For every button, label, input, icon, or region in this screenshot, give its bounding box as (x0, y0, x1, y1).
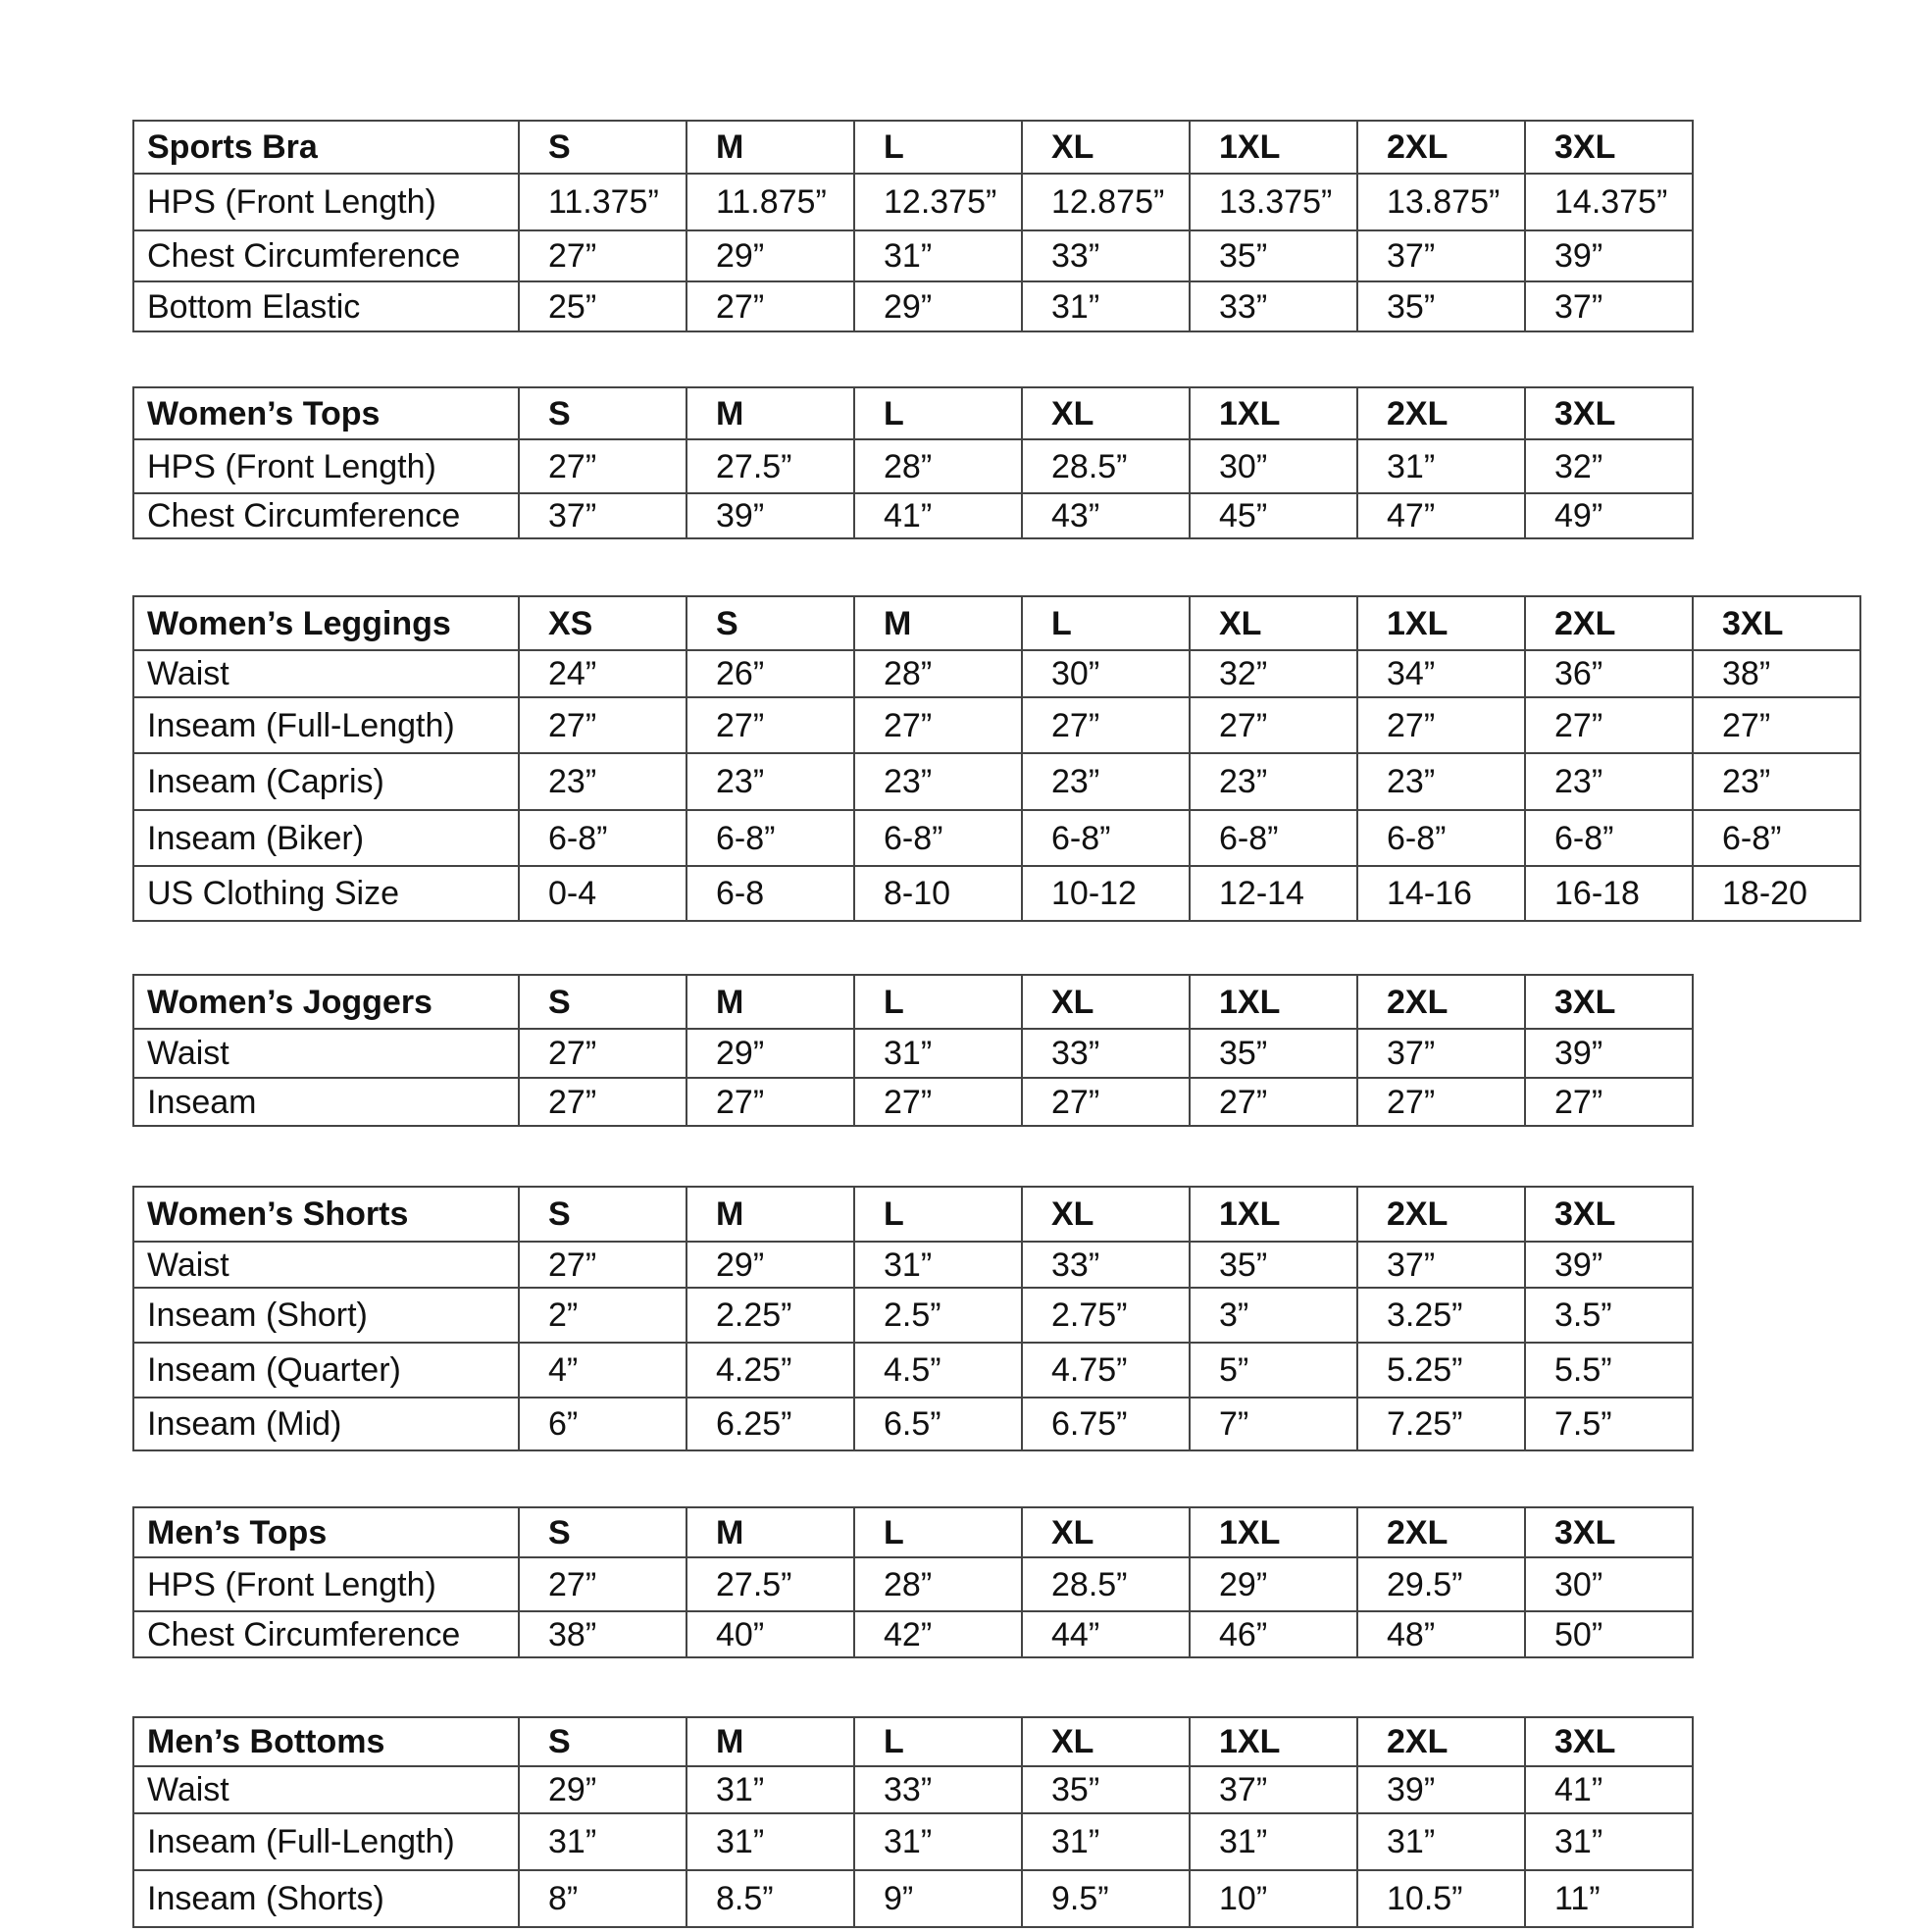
size-header: M (686, 1187, 854, 1242)
table-cell: 2.75” (1022, 1288, 1190, 1343)
table-cell: 6-8” (1693, 810, 1860, 866)
table-cell: 11.375” (519, 174, 686, 230)
table-cell: 11.875” (686, 174, 854, 230)
table-cell: 6.75” (1022, 1398, 1190, 1450)
row-label: Bottom Elastic (133, 281, 519, 331)
table-cell: 39” (1357, 1766, 1525, 1813)
size-header: M (686, 975, 854, 1029)
table-cell: 6-8” (686, 810, 854, 866)
table-cell: 45” (1190, 493, 1357, 538)
table-cell: 11” (1525, 1870, 1693, 1927)
table-cell: 27” (519, 1029, 686, 1078)
row-label: HPS (Front Length) (133, 1557, 519, 1611)
table-cell: 27” (519, 230, 686, 281)
table-cell: 2.25” (686, 1288, 854, 1343)
table-cell: 5.5” (1525, 1343, 1693, 1398)
table-cell: 24” (519, 650, 686, 697)
table-cell: 2.5” (854, 1288, 1022, 1343)
table-cell: 27” (1190, 1078, 1357, 1126)
table-cell: 29” (686, 1029, 854, 1078)
table-cell: 23” (1022, 753, 1190, 810)
table-cell: 29” (686, 230, 854, 281)
table-row (133, 230, 1693, 281)
womens-leggings-table (132, 595, 1861, 922)
table-cell: 33” (1022, 1242, 1190, 1288)
size-header: XS (519, 596, 686, 650)
table-title: Men’s Tops (133, 1507, 519, 1557)
table-cell: 27” (1525, 1078, 1693, 1126)
table-cell: 27” (686, 697, 854, 753)
table-cell: 6-8” (1190, 810, 1357, 866)
table-row (133, 174, 1693, 230)
size-header: XL (1022, 1507, 1190, 1557)
table-row (133, 1078, 1693, 1126)
table-cell: 33” (1190, 281, 1357, 331)
table-row (133, 1557, 1693, 1611)
table-cell: 27.5” (686, 439, 854, 493)
table-cell: 31” (686, 1766, 854, 1813)
table-cell: 46” (1190, 1611, 1357, 1657)
table-cell: 35” (1190, 1242, 1357, 1288)
table-cell: 23” (519, 753, 686, 810)
table-cell: 3.25” (1357, 1288, 1525, 1343)
table-cell: 31” (854, 1813, 1022, 1870)
table-cell: 4.5” (854, 1343, 1022, 1398)
table-cell: 23” (1693, 753, 1860, 810)
table-cell: 31” (1022, 1813, 1190, 1870)
table-cell: 37” (1357, 1242, 1525, 1288)
table-row (133, 1611, 1693, 1657)
table-cell: 37” (1190, 1766, 1357, 1813)
table-cell: 5.25” (1357, 1343, 1525, 1398)
table-row (133, 1870, 1693, 1927)
table-cell: 9” (854, 1870, 1022, 1927)
table-cell: 12.875” (1022, 174, 1190, 230)
table-cell: 6-8” (1022, 810, 1190, 866)
size-header: 3XL (1525, 387, 1693, 439)
table-header-row (133, 121, 1693, 174)
size-header: 2XL (1357, 1717, 1525, 1766)
size-header: 3XL (1525, 1187, 1693, 1242)
table-cell: 27” (1022, 697, 1190, 753)
table-cell: 28” (854, 650, 1022, 697)
table-cell: 2” (519, 1288, 686, 1343)
table-cell: 12-14 (1190, 866, 1357, 921)
table-cell: 27” (519, 1078, 686, 1126)
table-cell: 28.5” (1022, 439, 1190, 493)
table-cell: 14-16 (1357, 866, 1525, 921)
size-header: 2XL (1357, 387, 1525, 439)
table-cell: 27” (1525, 697, 1693, 753)
table-cell: 27” (519, 697, 686, 753)
size-header: M (686, 121, 854, 174)
table-cell: 13.875” (1357, 174, 1525, 230)
table-cell: 49” (1525, 493, 1693, 538)
mens-bottoms-table (132, 1716, 1694, 1928)
table-cell: 28.5” (1022, 1557, 1190, 1611)
table-cell: 37” (519, 493, 686, 538)
table-cell: 26” (686, 650, 854, 697)
size-header: S (519, 975, 686, 1029)
table-cell: 30” (1190, 439, 1357, 493)
table-cell: 27” (686, 1078, 854, 1126)
table-cell: 32” (1190, 650, 1357, 697)
size-header: L (854, 975, 1022, 1029)
size-header: L (854, 387, 1022, 439)
table-header-row (133, 387, 1693, 439)
table-cell: 37” (1357, 1029, 1525, 1078)
table-title: Women’s Shorts (133, 1187, 519, 1242)
size-header: M (686, 1717, 854, 1766)
table-cell: 7” (1190, 1398, 1357, 1450)
size-header: M (686, 387, 854, 439)
table-cell: 35” (1022, 1766, 1190, 1813)
table-cell: 27” (1190, 697, 1357, 753)
table-row (133, 1343, 1693, 1398)
table-cell: 39” (686, 493, 854, 538)
table-cell: 4.25” (686, 1343, 854, 1398)
table-cell: 31” (1022, 281, 1190, 331)
row-label: Waist (133, 650, 519, 697)
size-header: 3XL (1525, 121, 1693, 174)
size-header: M (854, 596, 1022, 650)
size-header: XL (1022, 387, 1190, 439)
table-row (133, 439, 1693, 493)
table-cell: 40” (686, 1611, 854, 1657)
mens-tops-table (132, 1506, 1694, 1658)
row-label: HPS (Front Length) (133, 439, 519, 493)
table-cell: 27” (1357, 697, 1525, 753)
table-cell: 6” (519, 1398, 686, 1450)
size-header: XL (1022, 1717, 1190, 1766)
row-label: Inseam (133, 1078, 519, 1126)
table-cell: 34” (1357, 650, 1525, 697)
table-cell: 13.375” (1190, 174, 1357, 230)
size-header: 1XL (1190, 1507, 1357, 1557)
size-header: 2XL (1525, 596, 1693, 650)
table-cell: 29” (854, 281, 1022, 331)
row-label: Inseam (Short) (133, 1288, 519, 1343)
table-cell: 41” (854, 493, 1022, 538)
table-cell: 3” (1190, 1288, 1357, 1343)
size-header: XL (1190, 596, 1357, 650)
size-header: 1XL (1190, 121, 1357, 174)
table-cell: 23” (1357, 753, 1525, 810)
size-header: S (519, 1507, 686, 1557)
table-cell: 6-8” (1357, 810, 1525, 866)
table-cell: 37” (1525, 281, 1693, 331)
table-cell: 7.5” (1525, 1398, 1693, 1450)
size-header: XL (1022, 121, 1190, 174)
table-cell: 30” (1525, 1557, 1693, 1611)
table-cell: 6-8 (686, 866, 854, 921)
table-row (133, 866, 1860, 921)
table-cell: 10.5” (1357, 1870, 1525, 1927)
size-header: XL (1022, 1187, 1190, 1242)
size-header: 3XL (1525, 1507, 1693, 1557)
size-header: S (686, 596, 854, 650)
size-header: S (519, 387, 686, 439)
table-cell: 27.5” (686, 1557, 854, 1611)
table-cell: 5” (1190, 1343, 1357, 1398)
size-header: 1XL (1357, 596, 1525, 650)
table-cell: 31” (686, 1813, 854, 1870)
table-cell: 10-12 (1022, 866, 1190, 921)
table-cell: 29” (519, 1766, 686, 1813)
row-label: Inseam (Full-Length) (133, 697, 519, 753)
table-cell: 31” (854, 1242, 1022, 1288)
table-header-row (133, 1187, 1693, 1242)
table-cell: 44” (1022, 1611, 1190, 1657)
table-cell: 33” (1022, 230, 1190, 281)
table-row (133, 493, 1693, 538)
table-cell: 6-8” (854, 810, 1022, 866)
table-cell: 33” (1022, 1029, 1190, 1078)
table-cell: 41” (1525, 1766, 1693, 1813)
table-cell: 35” (1190, 1029, 1357, 1078)
table-cell: 14.375” (1525, 174, 1693, 230)
table-cell: 7.25” (1357, 1398, 1525, 1450)
row-label: Chest Circumference (133, 1611, 519, 1657)
table-row (133, 810, 1860, 866)
size-header: 3XL (1525, 975, 1693, 1029)
table-cell: 23” (854, 753, 1022, 810)
table-cell: 27” (1693, 697, 1860, 753)
row-label: Inseam (Quarter) (133, 1343, 519, 1398)
table-cell: 9.5” (1022, 1870, 1190, 1927)
size-header: S (519, 121, 686, 174)
table-cell: 27” (854, 1078, 1022, 1126)
row-label: HPS (Front Length) (133, 174, 519, 230)
table-cell: 31” (1357, 439, 1525, 493)
size-header: M (686, 1507, 854, 1557)
table-cell: 8-10 (854, 866, 1022, 921)
table-cell: 30” (1022, 650, 1190, 697)
table-cell: 31” (854, 230, 1022, 281)
table-header-row (133, 1717, 1693, 1766)
table-cell: 0-4 (519, 866, 686, 921)
size-header: 2XL (1357, 1187, 1525, 1242)
size-header: 1XL (1190, 1187, 1357, 1242)
table-cell: 31” (854, 1029, 1022, 1078)
table-cell: 36” (1525, 650, 1693, 697)
table-cell: 27” (519, 1557, 686, 1611)
size-header: 1XL (1190, 975, 1357, 1029)
table-cell: 27” (686, 281, 854, 331)
table-cell: 33” (854, 1766, 1022, 1813)
size-header: L (854, 1187, 1022, 1242)
table-row (133, 697, 1860, 753)
row-label: Waist (133, 1029, 519, 1078)
table-cell: 6.25” (686, 1398, 854, 1450)
row-label: Waist (133, 1766, 519, 1813)
table-cell: 37” (1357, 230, 1525, 281)
table-cell: 29” (686, 1242, 854, 1288)
size-header: 2XL (1357, 121, 1525, 174)
table-cell: 32” (1525, 439, 1693, 493)
row-label: Inseam (Full-Length) (133, 1813, 519, 1870)
table-row (133, 753, 1860, 810)
table-row (133, 1288, 1693, 1343)
size-header: 3XL (1525, 1717, 1693, 1766)
table-cell: 27” (1022, 1078, 1190, 1126)
size-header: 1XL (1190, 387, 1357, 439)
table-cell: 48” (1357, 1611, 1525, 1657)
table-cell: 35” (1190, 230, 1357, 281)
row-label: US Clothing Size (133, 866, 519, 921)
table-cell: 31” (519, 1813, 686, 1870)
sports-bra-table (132, 120, 1694, 332)
table-header-row (133, 596, 1860, 650)
table-cell: 8” (519, 1870, 686, 1927)
size-header: XL (1022, 975, 1190, 1029)
table-cell: 23” (686, 753, 854, 810)
table-title: Men’s Bottoms (133, 1717, 519, 1766)
table-cell: 23” (1525, 753, 1693, 810)
row-label: Inseam (Capris) (133, 753, 519, 810)
table-row (133, 650, 1860, 697)
row-label: Waist (133, 1242, 519, 1288)
womens-shorts-table (132, 1186, 1694, 1451)
table-cell: 29.5” (1357, 1557, 1525, 1611)
table-row (133, 1813, 1693, 1870)
row-label: Inseam (Shorts) (133, 1870, 519, 1927)
table-cell: 47” (1357, 493, 1525, 538)
table-cell: 6-8” (1525, 810, 1693, 866)
table-title: Sports Bra (133, 121, 519, 174)
table-cell: 3.5” (1525, 1288, 1693, 1343)
table-header-row (133, 975, 1693, 1029)
size-header: L (854, 1507, 1022, 1557)
table-row (133, 1242, 1693, 1288)
row-label: Chest Circumference (133, 493, 519, 538)
table-cell: 31” (1190, 1813, 1357, 1870)
table-cell: 27” (1357, 1078, 1525, 1126)
size-header: 3XL (1693, 596, 1860, 650)
row-label: Inseam (Mid) (133, 1398, 519, 1450)
table-cell: 39” (1525, 1242, 1693, 1288)
row-label: Chest Circumference (133, 230, 519, 281)
table-cell: 28” (854, 439, 1022, 493)
table-cell: 42” (854, 1611, 1022, 1657)
table-cell: 39” (1525, 1029, 1693, 1078)
table-cell: 39” (1525, 230, 1693, 281)
table-title: Women’s Tops (133, 387, 519, 439)
table-cell: 29” (1190, 1557, 1357, 1611)
size-header: 2XL (1357, 1507, 1525, 1557)
table-cell: 27” (519, 439, 686, 493)
table-cell: 6-8” (519, 810, 686, 866)
table-cell: 31” (1525, 1813, 1693, 1870)
womens-tops-table (132, 386, 1694, 539)
size-header: L (854, 121, 1022, 174)
table-cell: 35” (1357, 281, 1525, 331)
table-cell: 50” (1525, 1611, 1693, 1657)
table-cell: 27” (854, 697, 1022, 753)
table-cell: 25” (519, 281, 686, 331)
table-cell: 12.375” (854, 174, 1022, 230)
table-cell: 4.75” (1022, 1343, 1190, 1398)
size-header: L (854, 1717, 1022, 1766)
table-row (133, 1766, 1693, 1813)
table-cell: 8.5” (686, 1870, 854, 1927)
table-cell: 10” (1190, 1870, 1357, 1927)
table-row (133, 281, 1693, 331)
table-cell: 4” (519, 1343, 686, 1398)
table-header-row (133, 1507, 1693, 1557)
table-cell: 43” (1022, 493, 1190, 538)
table-cell: 27” (519, 1242, 686, 1288)
size-header: S (519, 1187, 686, 1242)
table-row (133, 1398, 1693, 1450)
table-cell: 31” (1357, 1813, 1525, 1870)
table-cell: 28” (854, 1557, 1022, 1611)
table-title: Women’s Leggings (133, 596, 519, 650)
table-cell: 38” (519, 1611, 686, 1657)
table-cell: 23” (1190, 753, 1357, 810)
size-header: S (519, 1717, 686, 1766)
row-label: Inseam (Biker) (133, 810, 519, 866)
size-header: 2XL (1357, 975, 1525, 1029)
size-header: L (1022, 596, 1190, 650)
table-title: Women’s Joggers (133, 975, 519, 1029)
table-cell: 16-18 (1525, 866, 1693, 921)
table-cell: 18-20 (1693, 866, 1860, 921)
table-cell: 6.5” (854, 1398, 1022, 1450)
table-cell: 38” (1693, 650, 1860, 697)
size-header: 1XL (1190, 1717, 1357, 1766)
womens-joggers-table (132, 974, 1694, 1127)
table-row (133, 1029, 1693, 1078)
